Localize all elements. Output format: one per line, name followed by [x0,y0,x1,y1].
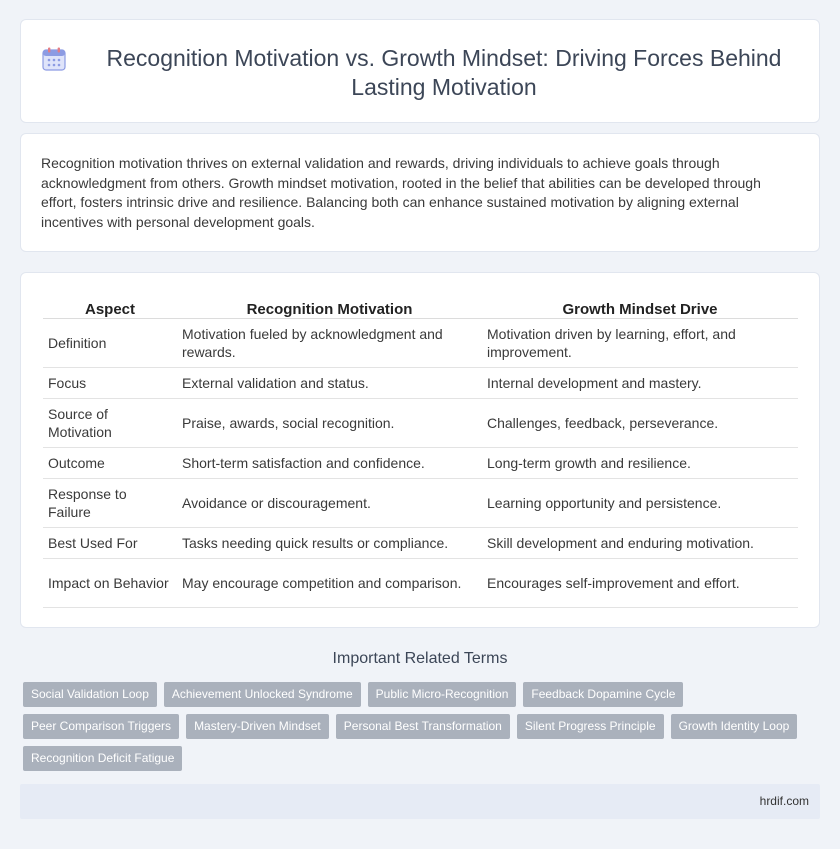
related-term-tag[interactable]: Recognition Deficit Fatigue [23,746,182,771]
cell-recognition: Motivation fueled by acknowledgment and rewards. [177,318,482,367]
table-row [43,398,798,447]
table-row [43,478,798,527]
page-title: Recognition Motivation vs. Growth Mindset: Driving Forces Behind Lasting Motivation [106,45,782,100]
cell-aspect: Response to Failure [43,478,177,527]
table-row [43,447,798,478]
header-aspect: Aspect [43,297,177,318]
intro-card [20,133,820,252]
title-wrap [21,20,819,102]
footer [20,784,820,819]
comparison-table [43,297,798,608]
related-term-tag[interactable]: Growth Identity Loop [671,714,798,739]
cell-aspect: Best Used For [43,527,177,558]
footer-site-link[interactable]: hrdif.com [759,794,809,808]
related-term-tag[interactable]: Personal Best Transformation [336,714,510,739]
related-term-tag[interactable]: Silent Progress Principle [517,714,664,739]
cell-aspect: Impact on Behavior [43,558,177,607]
cell-recognition: Short-term satisfaction and confidence. [177,447,482,478]
cell-growth: Challenges, feedback, perseverance. [482,398,798,447]
cell-aspect: Definition [43,318,177,367]
related-term-tag[interactable]: Social Validation Loop [23,682,157,707]
cell-aspect: Source of Motivation [43,398,177,447]
cell-growth: Internal development and mastery. [482,367,798,398]
calendar-icon [41,46,67,72]
cell-growth: Motivation driven by learning, effort, and improvement. [482,318,798,367]
related-terms-list [23,682,803,771]
intro-paragraph: Recognition motivation thrives on external validation and rewards, driving individuals to achieve goals through acknowledgment from others. Growth mindset motivation, rooted in the belief that abilities can be developed through effort, fosters intrinsic drive and resilience. Balancing both can enhance sustained motivation by aligning external incentives with personal development goals. [41,155,761,230]
related-term-tag[interactable]: Mastery-Driven Mindset [186,714,329,739]
header-recognition: Recognition Motivation [177,297,482,318]
header-growth: Growth Mindset Drive [482,297,798,318]
cell-recognition: External validation and status. [177,367,482,398]
table-row [43,318,798,367]
cell-recognition: Praise, awards, social recognition. [177,398,482,447]
table-row [43,527,798,558]
related-term-tag[interactable]: Peer Comparison Triggers [23,714,179,739]
cell-growth: Long-term growth and resilience. [482,447,798,478]
related-term-tag[interactable]: Public Micro-Recognition [368,682,517,707]
title-card [20,19,820,123]
table-row [43,558,798,607]
cell-recognition: May encourage competition and comparison. [177,558,482,607]
related-term-tag[interactable]: Achievement Unlocked Syndrome [164,682,361,707]
cell-aspect: Focus [43,367,177,398]
table-row [43,367,798,398]
related-term-tag[interactable]: Feedback Dopamine Cycle [523,682,683,707]
table-header-row [43,297,798,318]
related-terms-heading: Important Related Terms [332,650,508,667]
cell-growth: Skill development and enduring motivation. [482,527,798,558]
cell-recognition: Tasks needing quick results or compliance. [177,527,482,558]
cell-recognition: Avoidance or discouragement. [177,478,482,527]
cell-aspect: Outcome [43,447,177,478]
cell-growth: Learning opportunity and persistence. [482,478,798,527]
comparison-table-card [20,272,820,628]
cell-growth: Encourages self-improvement and effort. [482,558,798,607]
